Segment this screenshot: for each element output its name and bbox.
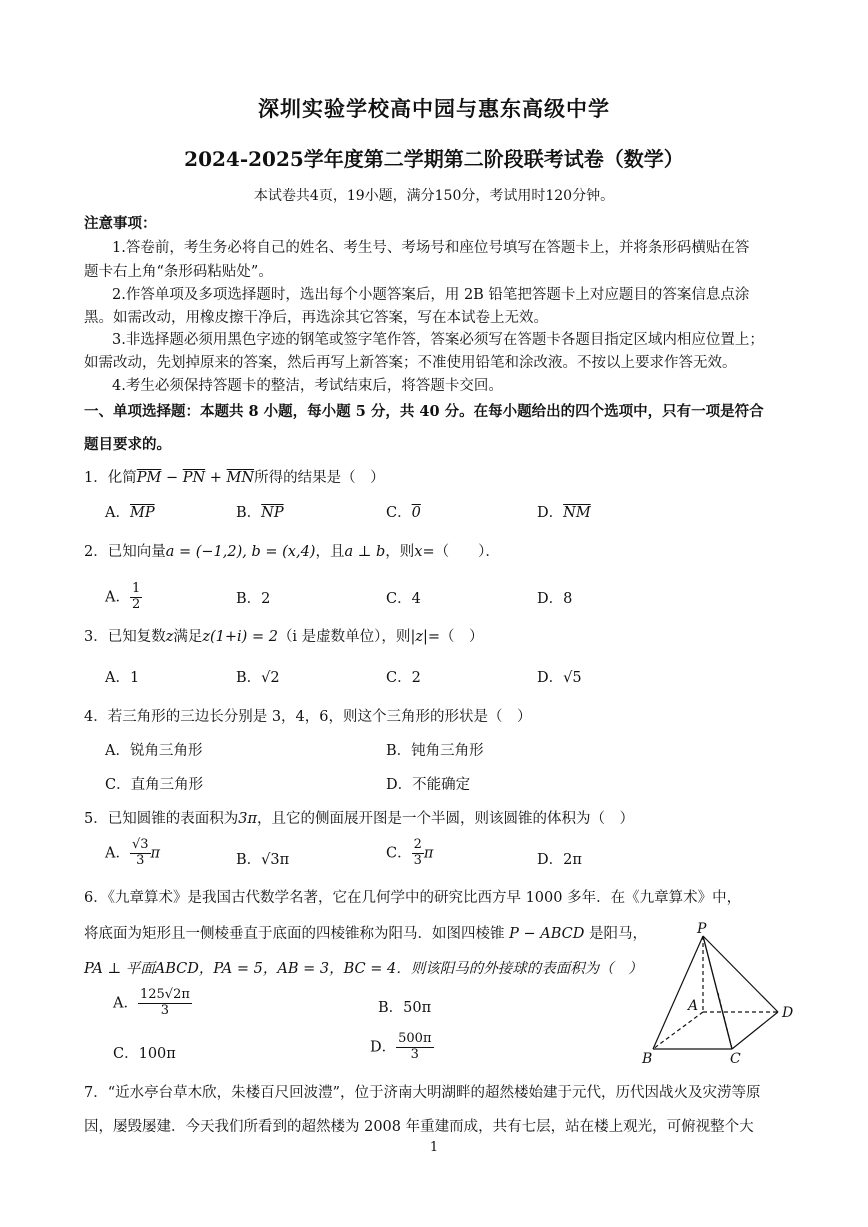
question-4: 4．若三角形的三边长分别是 3，4，6，则这个三角形的形状是（ ） — [84, 709, 532, 725]
question-6-cont: 将底面为矩形且一侧棱垂直于底面的四棱锥称为阳马．如图四棱锥 P − ABCD 是阳马， — [84, 926, 647, 942]
edge-pc2 — [703, 936, 732, 1049]
label-c: C — [730, 1051, 741, 1067]
q3-option-a: A．1 — [105, 670, 140, 686]
q2-option-b: B．2 — [236, 591, 271, 607]
exam-info: 本试卷共4页，19小题，满分150分，考试用时120分钟。 — [253, 188, 615, 204]
edge-pd — [703, 936, 778, 1012]
q6-option-b: B．50π — [378, 1000, 432, 1016]
q2-option-d: D．8 — [537, 591, 573, 607]
label-b: B — [642, 1051, 653, 1067]
page-number: 1 — [429, 1140, 439, 1155]
q5-option-d: D．2π — [537, 852, 582, 868]
q3-option-d: D．√5 — [537, 670, 582, 686]
q5-option-a: A． $\frac{√3}{3}$ π — [105, 837, 161, 868]
exam-title: 2024-2025学年度第二学期第二阶段联考试卷（数学） — [184, 147, 684, 171]
label-d: D — [782, 1005, 794, 1021]
notice-line: 2.作答单项及多项选择题时，选出每个小题答案后，用 2B 铅笔把答题卡上对应题目的答案信息点涂 — [112, 287, 750, 303]
pyramid-figure — [630, 918, 805, 1068]
label-a: A — [688, 998, 699, 1014]
q1-option-a: A．$\overline{MP}$ — [105, 505, 155, 521]
notice-line: 3.非选择题必须用黑色字迹的钢笔或签字笔作答，答案必须写在答题卡各题目指定区域内相应位置上； — [112, 332, 764, 348]
label-p: P — [697, 921, 707, 937]
q5-option-b: B．√3π — [236, 852, 290, 868]
question-6-cont2: PA ⊥ 平面ABCD，PA = 5，AB = 3，BC = 4．则该阳马的外接球的表面积为（ ） — [84, 961, 643, 977]
section-heading: 一、单项选择题：本题共 8 小题，每小题 5 分，共 40 分。在每小题给出的四个选项中，只有一项是符合 — [84, 403, 764, 420]
q6-option-a: A． $\frac{125√2\pi}{3}$ — [113, 987, 190, 1018]
q4-option-b: B．钝角三角形 — [386, 743, 484, 759]
notice-heading: 注意事项： — [84, 215, 157, 232]
school-title: 深圳实验学校高中园与惠东高级中学 — [258, 96, 610, 121]
notice-line: 4.考生必须保持答题卡的整洁，考试结束后，将答题卡交回。 — [112, 378, 503, 394]
section-heading-cont: 题目要求的。 — [84, 436, 171, 453]
q5-option-c: C． $\frac{2}{3}$ π — [386, 837, 434, 868]
question-3: 3．已知复数z满足z(1+i) = 2（i 是虚数单位），则|z|=（ ） — [84, 629, 484, 645]
question-6: 6．《九章算术》是我国古代数学名著，它在几何学中的研究比西方早 1000 多年．在《九章算术》中， — [84, 890, 742, 906]
question-7: 7．“近水亭台草木欣，朱楼百尺回波澧”，位于济南大明湖畔的超然楼始建于元代，历代因战火及灾涝等原 — [84, 1085, 761, 1101]
question-7-cont: 因，屡毁屡建．今天我们所看到的超然楼为 2008 年重建而成，共有七层，站在楼上观光，可俯视整个大 — [84, 1119, 754, 1135]
q6-option-c: C．100π — [113, 1046, 176, 1062]
q3-option-c: C．2 — [386, 670, 421, 686]
q4-option-c: C．直角三角形 — [105, 777, 204, 793]
q4-option-a: A．锐角三角形 — [105, 743, 203, 759]
q4-option-d: D．不能确定 — [386, 777, 471, 793]
question-1: 1．化简$\overline{PM} - \overline{PN} + \overline{MN}$所得的结果是（ ） — [84, 470, 385, 486]
q3-option-b: B．√2 — [236, 670, 280, 686]
q2-option-a: A． $\frac{1}{2}$ — [105, 581, 141, 612]
q1-option-c: C．0 — [386, 505, 421, 521]
notice-line: 题卡右上角“条形码粘贴处”。 — [84, 264, 273, 280]
question-5: 5．已知圆锥的表面积为3π，且它的侧面展开图是一个半圆，则该圆锥的体积为（ ） — [84, 811, 634, 827]
q1-option-d: D．$\overline{NM}$ — [537, 505, 591, 521]
edge-cd — [732, 1012, 778, 1049]
notice-line: 1.答卷前，考生务必将自己的姓名、考生号、考场号和座位号填写在答题卡上，并将条形码横贴在答 — [112, 240, 750, 256]
q1-option-b: B．$\overline{NP}$ — [236, 505, 284, 521]
edge-pb — [653, 936, 703, 1049]
question-2: 2．已知向量a = (−1,2), b = (x,4)，且a ⊥ b，则x=（ ）． — [84, 544, 500, 560]
q6-option-d: D． $\frac{500\pi}{3}$ — [370, 1031, 432, 1062]
notice-line: 黑。如需改动，用橡皮擦干净后，再选涂其它答案，写在本试卷上无效。 — [84, 310, 548, 326]
edge-ab — [653, 1012, 703, 1049]
notice-line: 如需改动，先划掉原来的答案，然后再写上新答案；不准使用铅笔和涂改液。不按以上要求作答无效。 — [84, 355, 737, 371]
q2-option-c: C．4 — [386, 591, 421, 607]
